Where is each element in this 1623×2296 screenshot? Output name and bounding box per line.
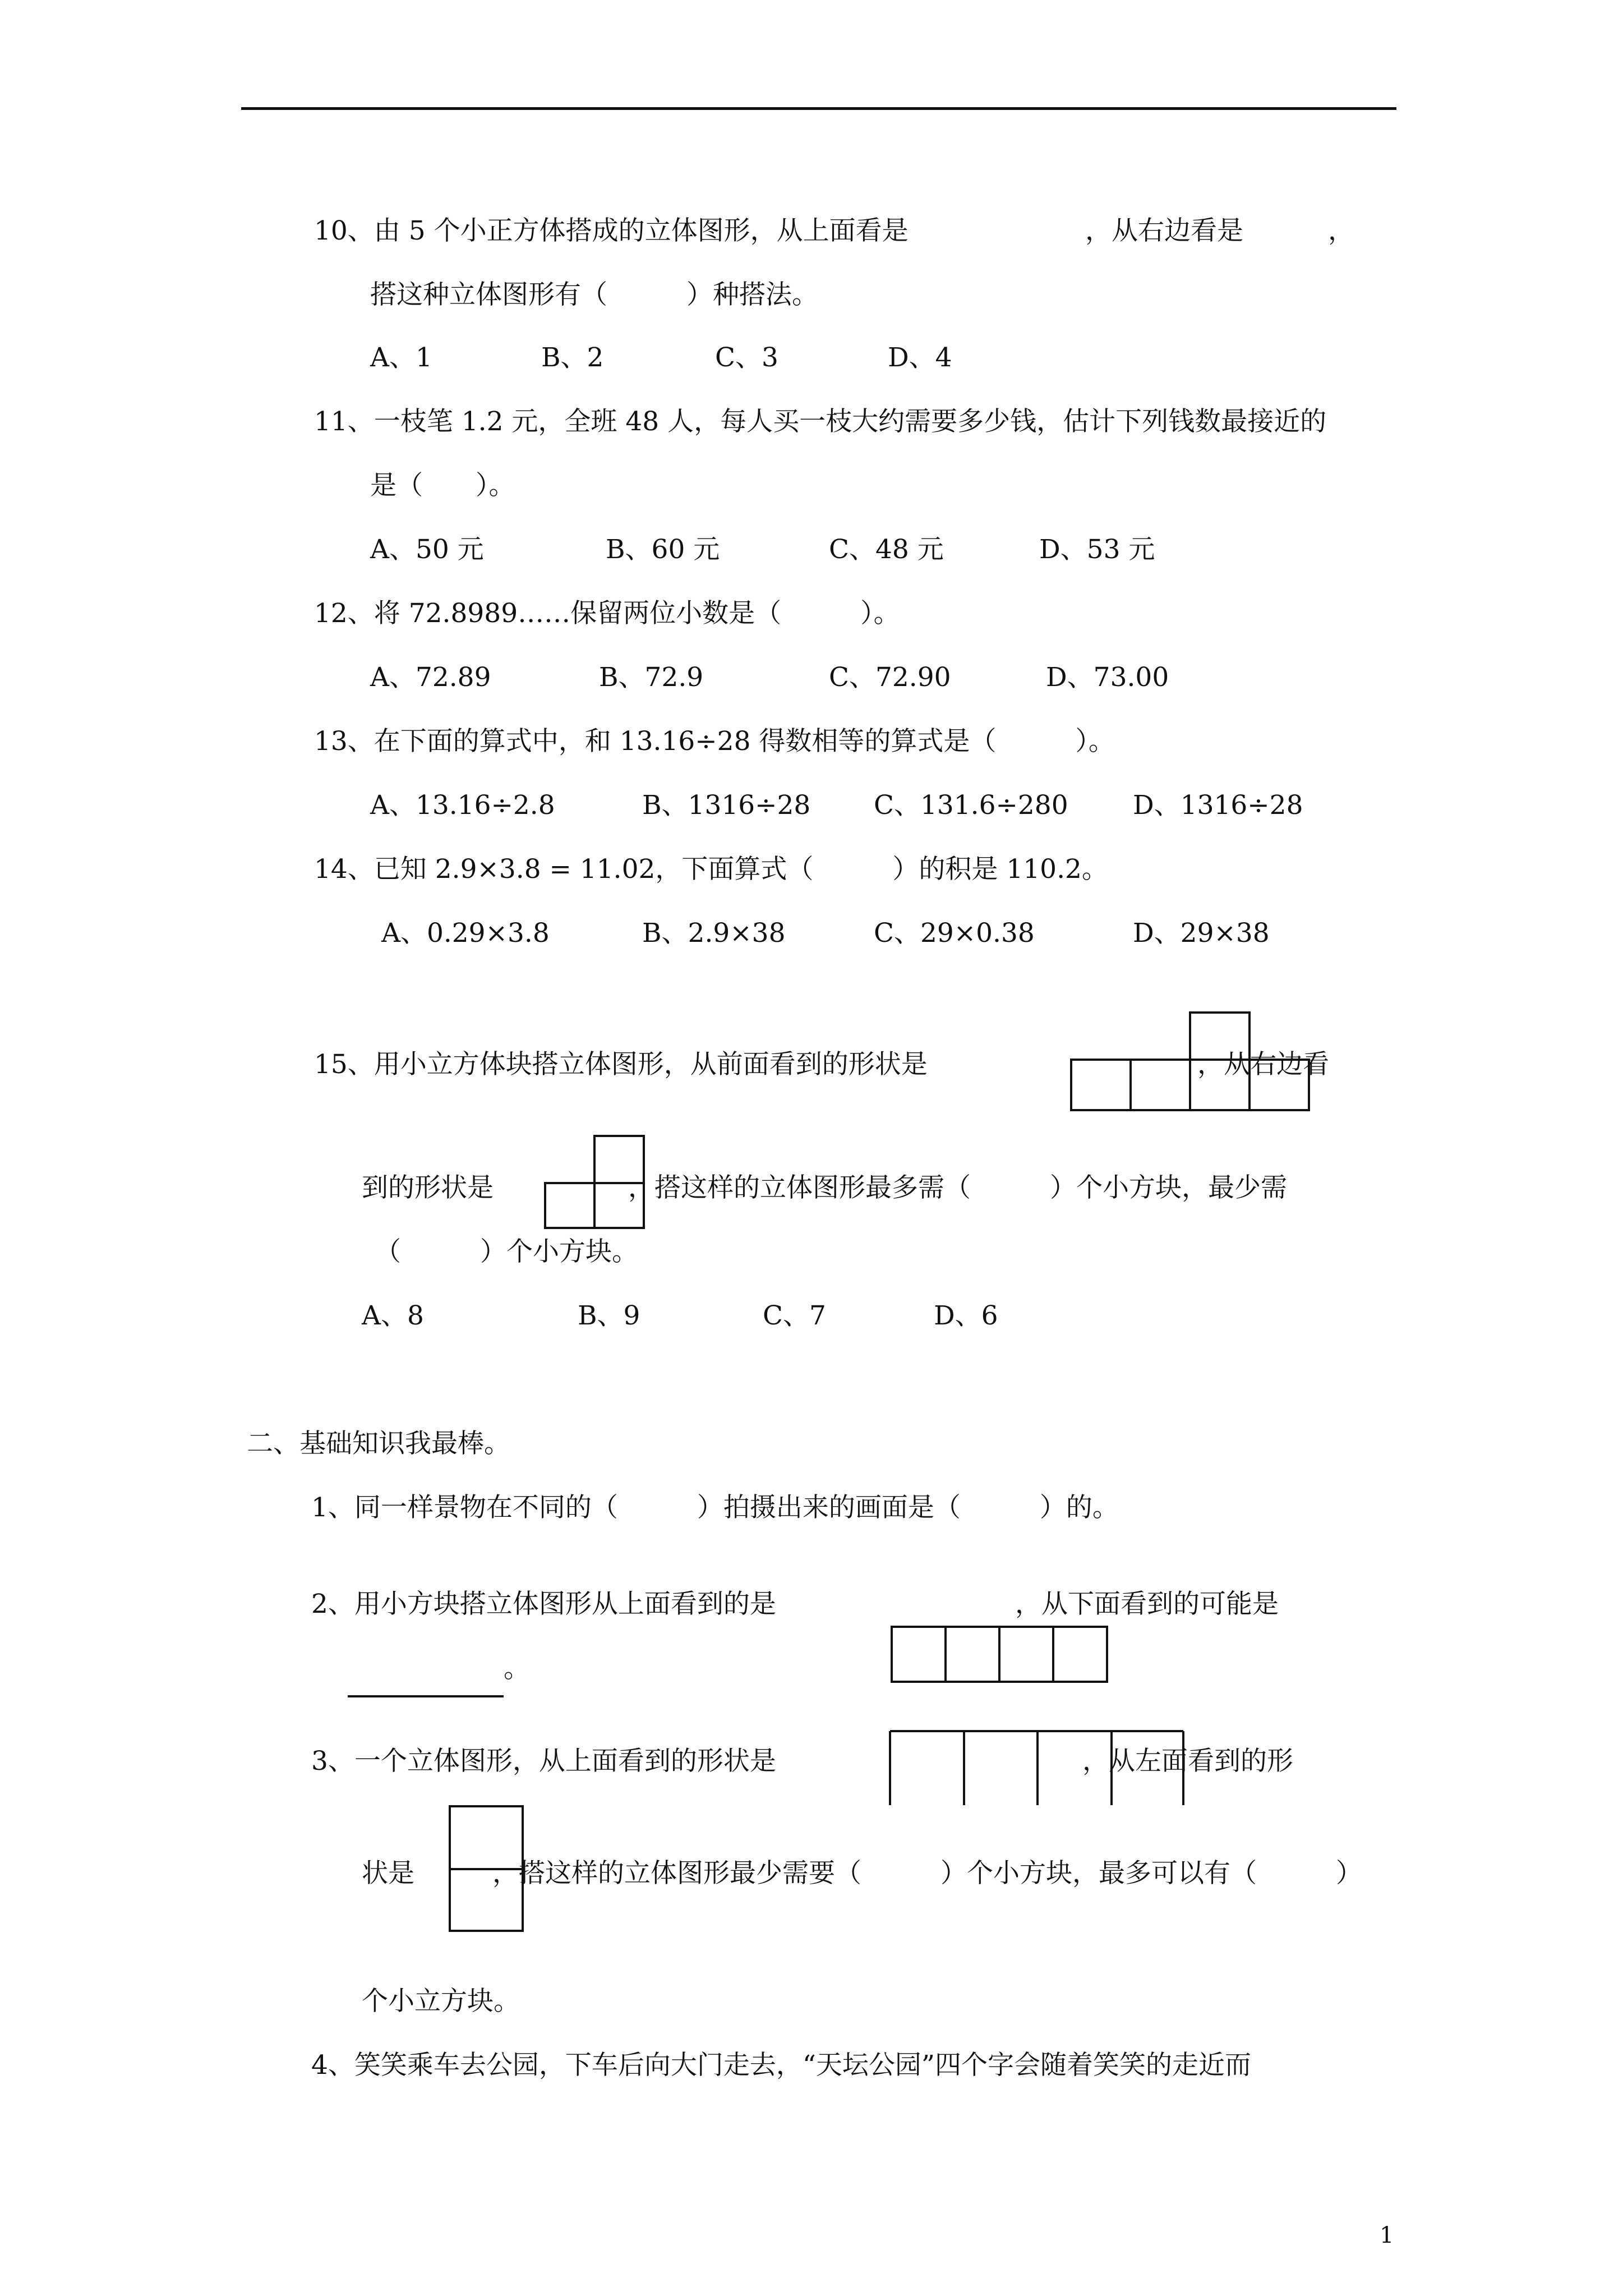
q12-line1: 12、将 72.8989……保留两位小数是（ ）。 — [314, 598, 900, 629]
s2-q4-line1: 4、笑笑乘车去公园，下车后向大门走去，“天坛公园”四个字会随着笑笑的走近而 — [311, 2050, 1251, 2081]
s2-q2-line1-end: ，从下面看到的可能是 — [1015, 1589, 1279, 1619]
q11-option-a: A、50 元 — [370, 534, 484, 565]
q15-line2-end: ，搭这样的立体图形最多需（ ）个小方块，最少需 — [628, 1172, 1287, 1203]
q12-option-d: D、73.00 — [1046, 662, 1169, 693]
q13-option-d: D、1316÷28 — [1133, 790, 1303, 821]
section2-title: 二、基础知识我最棒。 — [247, 1428, 510, 1459]
q10-line1-end: ， — [1328, 215, 1354, 246]
q13-option-b: B、1316÷28 — [642, 790, 811, 821]
q12-option-c: C、72.90 — [829, 662, 951, 693]
q15-option-c: C、7 — [763, 1300, 826, 1331]
q15-option-d: D、6 — [934, 1300, 998, 1331]
q10-line1: 10、由 5 个小正方体搭成的立体图形，从上面看是 — [314, 215, 909, 246]
s2-q2-answer-blank[interactable] — [348, 1695, 504, 1697]
q15-line3: （ ）个小方块。 — [375, 1236, 638, 1267]
s2-q3-line3: 个小立方块。 — [362, 1986, 520, 2017]
q11-line2: 是（ ）。 — [370, 470, 515, 501]
q14-option-b: B、2.9×38 — [642, 918, 786, 949]
q15-line2-start: 到的形状是 — [362, 1172, 494, 1203]
s2-q2-line2-end: 。 — [504, 1653, 530, 1684]
q11-option-d: D、53 元 — [1039, 534, 1155, 565]
q10-option-b: B、2 — [541, 342, 604, 373]
s2-q1: 1、同一样景物在不同的（ ）拍摄出来的画面是（ ）的。 — [311, 1492, 1119, 1523]
q11-option-c: C、48 元 — [829, 534, 944, 565]
q10-line1-mid: ，从右边看是 — [1085, 215, 1243, 246]
q14-line1: 14、已知 2.9×3.8 = 11.02，下面算式（ ）的积是 110.2。 — [314, 854, 1108, 885]
q10-option-a: A、1 — [370, 342, 432, 373]
s2-q3-line1-end: ，从左面看到的形 — [1082, 1746, 1293, 1777]
q10-option-d: D、4 — [888, 342, 952, 373]
q15-option-a: A、8 — [362, 1300, 424, 1331]
q15-line1: 15、用小立方体块搭立体图形，从前面看到的形状是 — [314, 1049, 928, 1080]
q13-option-a: A、13.16÷2.8 — [370, 790, 555, 821]
q13-option-c: C、131.6÷280 — [874, 790, 1068, 821]
q13-line1: 13、在下面的算式中，和 13.16÷28 得数相等的算式是（ ）。 — [314, 726, 1115, 757]
s2-q2-line1: 2、用小方块搭立体图形从上面看到的是 — [311, 1589, 776, 1619]
s2-q2-top-view-figure — [891, 1626, 1109, 1684]
q11-line1: 11、一枝笔 1.2 元，全班 48 人，每人买一枝大约需要多少钱，估计下列钱数最接近的 — [314, 406, 1327, 437]
s2-q3-line1: 3、一个立体图形，从上面看到的形状是 — [311, 1746, 776, 1777]
q15-line1-end: ，从右边看 — [1197, 1049, 1329, 1080]
s2-q3-line2-end: ，搭这样的立体图形最少需要（ ）个小方块，最多可以有（ ） — [492, 1858, 1362, 1889]
q10-line2: 搭这种立体图形有（ ）种搭法。 — [370, 279, 818, 310]
q15-option-b: B、9 — [578, 1300, 640, 1331]
s2-q3-line2-start: 状是 — [362, 1858, 414, 1889]
q14-option-d: D、29×38 — [1133, 918, 1270, 949]
q10-option-c: C、3 — [715, 342, 778, 373]
header-rule — [241, 107, 1396, 110]
q14-option-a: A、0.29×3.8 — [381, 918, 550, 949]
q12-option-b: B、72.9 — [599, 662, 704, 693]
q14-option-c: C、29×0.38 — [874, 918, 1035, 949]
q11-option-b: B、60 元 — [606, 534, 720, 565]
q12-option-a: A、72.89 — [370, 662, 491, 693]
page-number: 1 — [1380, 2223, 1394, 2248]
